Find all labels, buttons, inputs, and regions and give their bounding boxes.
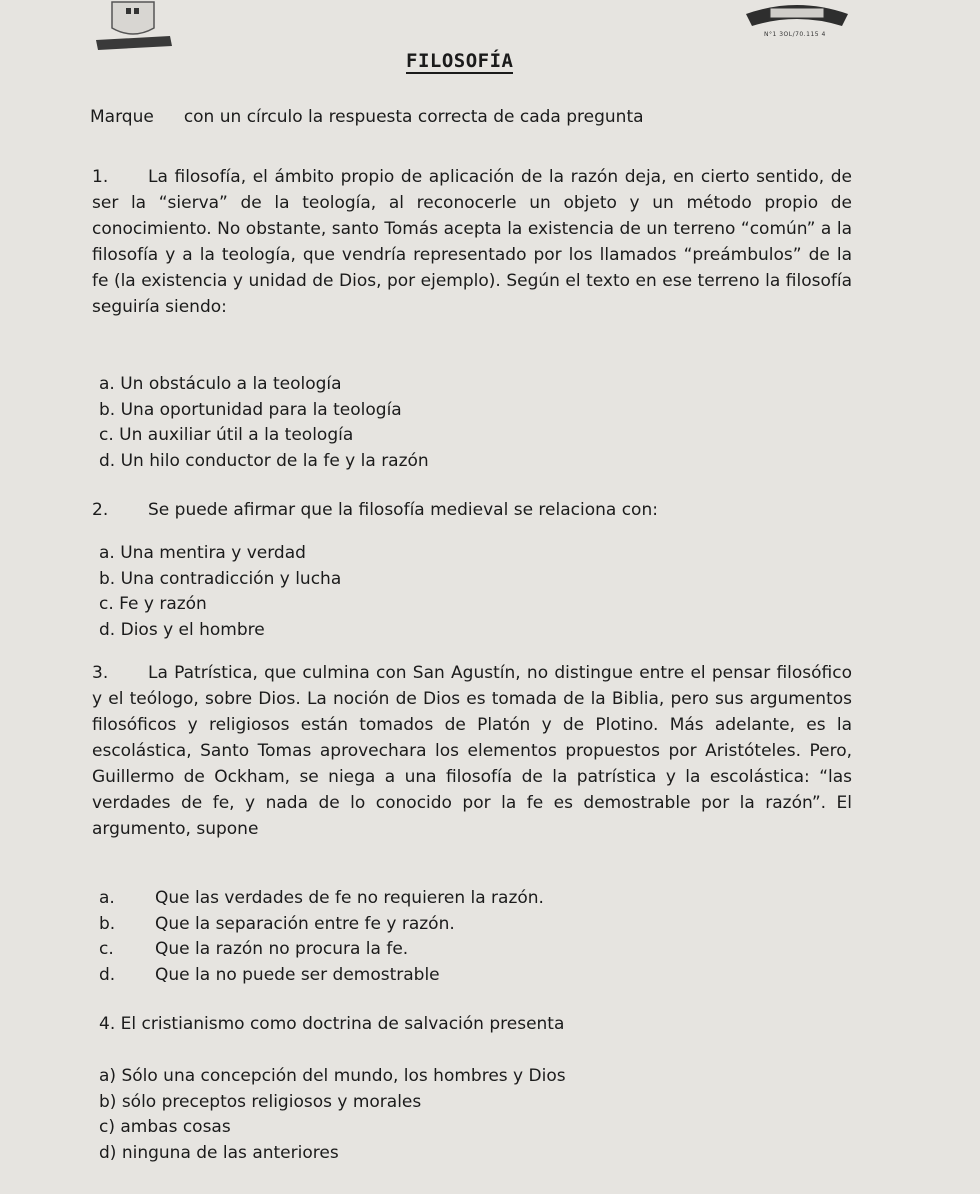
- option-letter: c.: [99, 939, 114, 959]
- option-d[interactable]: d. Un hilo conductor de la fe y la razón: [99, 450, 429, 471]
- question-2-options: [99, 541, 341, 643]
- option-text: Que las verdades de fe no requieren la razón.: [155, 888, 544, 908]
- option-c[interactable]: [99, 937, 544, 963]
- option-d[interactable]: d) ninguna de las anteriores: [99, 1142, 339, 1163]
- question-number: 2.: [92, 500, 109, 520]
- option-text: Que la no puede ser demostrable: [155, 964, 440, 985]
- school-crest-logo: [92, 0, 174, 52]
- option-d[interactable]: [99, 963, 544, 989]
- question-2: [92, 497, 852, 523]
- option-letter: a.: [99, 888, 115, 908]
- question-4: [99, 1011, 859, 1037]
- question-text: El cristianismo como doctrina de salvación presenta: [120, 1014, 565, 1034]
- option-a[interactable]: a) Sólo una concepción del mundo, los hombres y Dios: [99, 1066, 566, 1086]
- seal-caption: N°1 3OL/70.115 4: [764, 31, 826, 38]
- question-number: 1.: [92, 167, 109, 187]
- option-c[interactable]: c. Un auxiliar útil a la teología: [99, 425, 354, 445]
- option-b[interactable]: b. Una contradicción y lucha: [99, 568, 342, 589]
- question-text: Se puede afirmar que la filosofía medieval se relaciona con:: [148, 500, 658, 520]
- question-1: [92, 164, 852, 320]
- option-c[interactable]: c) ambas cosas: [99, 1117, 231, 1137]
- question-1-options: [99, 372, 429, 474]
- page-title: FILOSOFÍA: [406, 50, 514, 72]
- option-b[interactable]: [99, 912, 544, 938]
- option-b[interactable]: b) sólo preceptos religiosos y morales: [99, 1091, 422, 1112]
- question-4-options: [99, 1064, 566, 1166]
- instructions-label: Marque: [90, 107, 154, 127]
- question-number: 3.: [92, 663, 109, 683]
- option-letter: b.: [99, 913, 116, 934]
- option-text: Que la razón no procura la fe.: [155, 939, 409, 959]
- question-text: La Patrística, que culmina con San Agustín, no distingue entre el pensar filosófico y el teólogo, sobre Dios. La noción de Dios es tomada de la Biblia, pero sus argumentos filosóficos y religiosos están tomados de Platón y de Plotino. Más adelante, es la escolástica, Santo Tomas aprovechara los elementos propuestos por Aristóteles. Pero, Guillermo de Ockham, se niega a una filosofía de la patrística y la escolástica: “las verdades de fe, y nada de lo conocido por la fe es demostrable por la razón”. El argumento, supone: [92, 663, 852, 839]
- question-3-options: [99, 886, 544, 988]
- option-a[interactable]: [99, 886, 544, 912]
- option-text: Que la separación entre fe y razón.: [155, 913, 455, 934]
- option-letter: d.: [99, 964, 116, 985]
- option-b[interactable]: b. Una oportunidad para la teología: [99, 399, 402, 420]
- question-number: 4.: [99, 1014, 116, 1034]
- instructions-text: con un círculo la respuesta correcta de cada pregunta: [183, 107, 644, 127]
- option-a[interactable]: a. Un obstáculo a la teología: [99, 374, 342, 394]
- option-c[interactable]: c. Fe y razón: [99, 594, 207, 614]
- question-3: [92, 660, 852, 842]
- instructions: [90, 107, 644, 127]
- question-text: La filosofía, el ámbito propio de aplicación de la razón deja, en cierto sentido, de ser la “sierva” de la teología, al reconocerle un objeto y un método propio de conocimiento. No obstante, santo Tomás acepta la existencia de un terreno “común” a la filosofía y a la teología, que vendría representado por los llamados “preámbulos” de la fe (la existencia y unidad de Dios, por ejemplo). Según el texto en ese terreno la filosofía seguiría siendo:: [92, 167, 852, 317]
- option-a[interactable]: a. Una mentira y verdad: [99, 543, 306, 563]
- option-d[interactable]: d. Dios y el hombre: [99, 619, 265, 640]
